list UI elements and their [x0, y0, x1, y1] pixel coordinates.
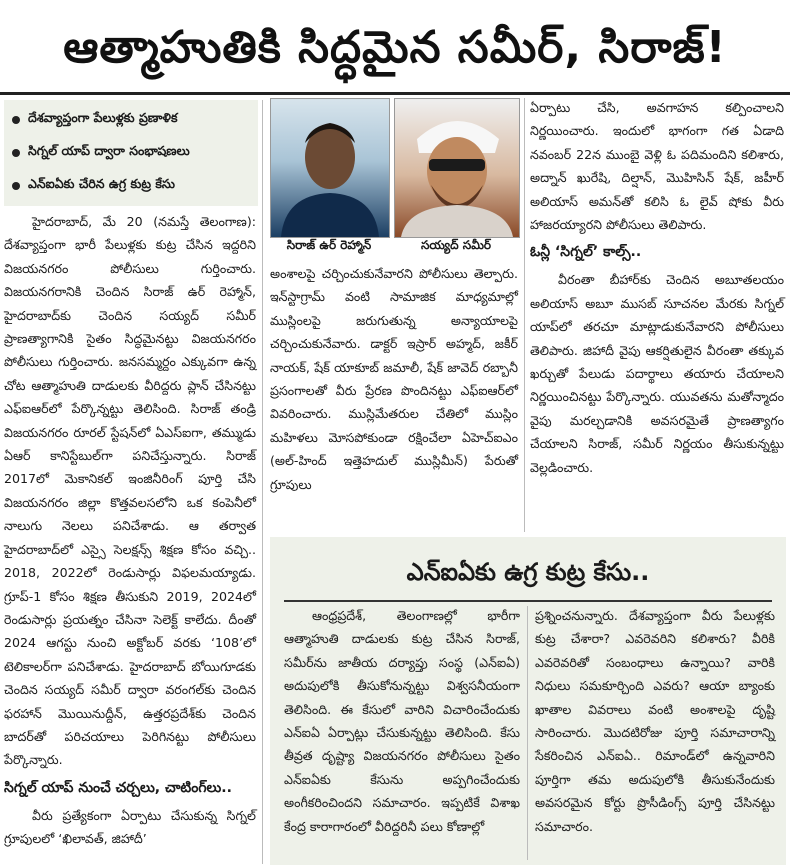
photo-caption: సిరాజ్ ఉర్ రెహ్మాన్ — [286, 238, 372, 252]
headline: ఆత్మాహుతికి సిద్ధమైన సమీర్, సిరాజ్! — [63, 22, 727, 73]
middle-column — [270, 262, 518, 496]
bullet-icon — [12, 116, 20, 124]
column-divider — [527, 606, 528, 860]
highlight-item — [4, 103, 258, 136]
body-paragraph: వీరు ప్రత్యేకంగా ఏర్పాటు చేసుకున్న సిగ్నల్ గ్రూపులలో ‘ఖిలావత్, జిహాదీ’ — [4, 807, 256, 847]
photo-siraj — [270, 98, 390, 238]
section-subhead: ఓన్లీ ‘సిగ్నల్’ కాల్స్.. — [530, 244, 642, 261]
left-column — [4, 210, 256, 851]
nia-right-column — [535, 604, 775, 838]
nia-title-rule — [284, 600, 772, 602]
highlight-item — [4, 136, 258, 169]
person-silhouette-icon — [271, 99, 389, 237]
section-subhead: సిగ్నల్ యాప్ నుంచే చర్చలు, చాటింగ్‌లు.. — [4, 779, 232, 796]
person-silhouette-icon — [395, 99, 519, 237]
highlight-item — [4, 169, 258, 202]
body-paragraph: ఆంధ్రప్రదేశ్, తెలంగాణల్లో భారీగా ఆత్మాహుతి దాడులకు కుట్ర చేసిన సిరాజ్, సమీర్‌ను జాతీయ దర్యాప్తు సంస్థ (ఎన్ఐఏ) అదుపులోకి తీసుకోనున్నట్టు విశ్వసనీయంగా తెలిసింది. ఈ కేసులో వారిని విచారించేందుకు ఎన్ఐఏ ఏర్పాట్లు చేసుకున్నట్టు తెలిసింది. కేసు తీవ్రత దృష్ట్యా విజయనగరం పోలీసులు సైతం ఎన్ఐఏకు కేసును అప్పగించేందుకు అంగీకరించిందని సమాచారం. ఇప్పటికే విశాఖ కేంద్ర కారాగారంలో వీరిద్దరినీ పలు కోణాల్లో — [284, 608, 520, 834]
highlight-text: ఎన్ఐఏకు చేరిన ఉగ్ర కుట్ర కేసు — [28, 176, 175, 191]
body-paragraph: ప్రశ్నించనున్నారు. దేశవ్యాప్తంగా వీరు పేలుళ్లకు కుట్ర చేశారా? ఎవరెవరిని కలిశారు? వీరికి ఎవరెవరితో సంబంధాలు ఉన్నాయి? వారికి నిధులు సమకూర్చింది ఎవరు? ఆయా బ్యాంకు ఖాతాల వివరాలు వంటి అంశాలపై దృష్టి సారించారు. మొదటిరోజు పూర్తి సమాచారాన్ని సేకరించిన ఎన్ఐఏ.. రిమాండ్‌లో ఉన్నవారిని పూర్తిగా తమ అదుపులోకి తీసుకునేందుకు అవసరమైన కోర్టు ప్రొసీడింగ్స్ పూర్తి చేసినట్టు సమాచారం. — [535, 608, 775, 834]
body-paragraph: వీరంతా బీహార్‌కు చెందిన అబూతలయం అలియాస్ అబూ ముసబ్ సూచనల మేరకు సిగ్నల్ యాప్‌లో తరచూ మాట్లాడుకునేవారని పోలీసులు తెలిపారు. జిహాదీ వైపు ఆకర్షితులైన వీరంతా తక్కువ ఖర్చుతో పేలుడు పదార్థాలు తయారు చేయాలని నిర్ణయించినట్టు పేర్కొన్నారు. యువతను మతోన్మాదం వైపు మరల్చడానికి అవసరమైతే ప్రాణత్యాగం చేయాలని సిరాజ్, సమీర్ నిర్ణయం తీసుకున్నట్టు వెల్లడించారు. — [530, 272, 784, 475]
column-divider — [262, 100, 263, 864]
highlights-box — [4, 100, 258, 206]
bullet-icon — [12, 149, 20, 157]
column-divider — [524, 98, 525, 532]
photo-caption: సయ్యద్ సమీర్ — [420, 238, 492, 252]
nia-box-title: ఎన్ఐఏకు ఉగ్ర కుట్ర కేసు.. — [406, 558, 650, 586]
photo-sameer — [394, 98, 520, 238]
right-column — [530, 96, 784, 479]
headline-rule — [0, 92, 790, 95]
body-paragraph: అంశాలపై చర్చించుకునేవారని పోలీసులు తెల్పారు. ఇన్‌స్టాగ్రామ్ వంటి సామాజిక మాధ్యమాల్లో ముస్లింలపై జరుగుతున్న అన్యాయాలపై చర్చించుకునేవారు. డాక్టర్ ఇస్రార్ అహ్మద్, జకీర్ నాయక్, షేక్ యాకూబ్ జమాలీ, షేక్ జావెద్ రబ్బానీ ప్రసంగాలతో వీరు ప్రేరణ పొందినట్టు ఎఫ్ఐఆర్‌లో వివరించారు. ముస్లిమేతరుల చేతిలో ముస్లిం మహిళలు మోసపోకుండా రక్షించేలా ఏహెచ్ఐఎం (అల్-హింద్ ఇత్తెహదుల్ ముస్లిమీన్) పేరుతో గ్రూపులు — [270, 266, 518, 492]
body-paragraph: ఏర్పాటు చేసి, అవగాహన కల్పించాలని నిర్ణయించారు. ఇందులో భాగంగా గత ఏడాది నవంబర్ 22న ముంబై వెళ్లి ఓ పదిమందిని కలిశారు, అద్నాన్ ఖురేషి, దిల్షాన్, మొహిసిన్ షేక్, జహీర్ అలియాస్ అమన్‌తో కలిసి ఓ లైవ్ షోకు వీరు హాజరయ్యారని పోలీసులు తెలిపారు. — [530, 100, 784, 233]
bullet-icon — [12, 182, 20, 190]
dateline-paragraph: హైదరాబాద్, మే 20 (నమస్తే తెలంగాణ): దేశవ్యాప్తంగా భారీ పేలుళ్లకు కుట్ర చేసిన ఇద్దరిని విజయనగరం పోలీసులు గుర్తించారు. విజయనగరానికి చెందిన సిరాజ్ ఉర్ రెహ్మాన్, హైదరాబాద్‌కు చెందిన సయ్యద్ సమీర్ ప్రాణత్యాగానికి సైతం సిద్ధమైనట్టు విజయనగరం పోలీసులు గుర్తించారు. జనసమ్మర్దం ఎక్కువగా ఉన్న చోట ఆత్మాహుతి దాడులకు వీరిద్దరు ప్లాన్ చేసినట్టు ఎఫ్ఐఆర్‌లో పేర్కొన్నట్టు తెలిసింది. సిరాజ్ తండ్రి విజయనగరం రూరల్ స్టేషన్‌లో ఏఎస్ఐగా, తమ్ముడు ఏఆర్ కానిస్టేబుల్‌గా పనిచేస్తున్నారు. సిరాజ్ 2017లో మెకానికల్ ఇంజినీరింగ్ పూర్తి చేసి విజయనగరం జిల్లా కొత్తవలసలోని ఒక కంపెనీలో నాలుగు నెలలు పనిచేశాడు. ఆ తర్వాత హైదరాబాద్‌లో ఎస్సై సెలక్షన్స్ శిక్షణ కోసం వచ్చి.. 2018, 2022లో రెండుసార్లు విఫలమయ్యాడు. గ్రూప్-1 కోసం శిక్షణ తీసుకుని 2019, 2024లో రెండుసార్లు ప్రయత్నం చేసినా సెలెక్ట్ కాలేదు. దీంతో 2024 ఆగస్టు నుంచి అక్టోబర్ వరకు ‘108’లో టెలికాలర్‌గా పనిచేశాడు. హైదరాబాద్ బోయిగూడకు చెందిన సయ్యద్ సమీర్ ద్వారా వరంగల్‌కు చెందిన ఫరహాన్ మొయినుద్దీన్, ఉత్తరప్రదేశ్‌కు చెందిన బాదర్‌తో పరిచయాలు పెరిగినట్టు పోలీసులు పేర్కొన్నారు. — [4, 214, 256, 768]
highlight-text: దేశవ్యాప్తంగా పేలుళ్లకు ప్రణాళిక — [28, 110, 178, 125]
highlight-text: సిగ్నల్ యాప్ ద్వారా సంభాషణలు — [28, 143, 190, 158]
nia-left-column — [284, 604, 520, 838]
